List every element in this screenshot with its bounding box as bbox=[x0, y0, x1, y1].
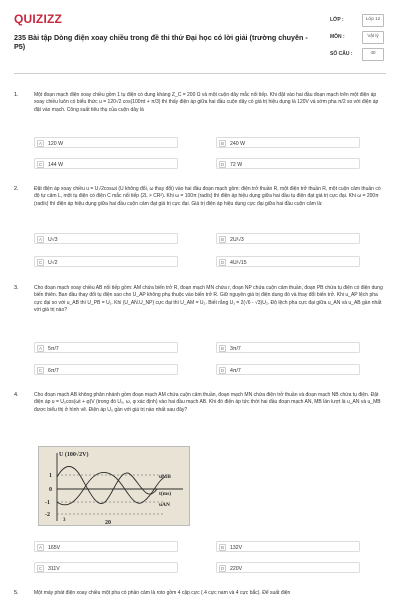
y-tick-0: 0 bbox=[49, 487, 52, 493]
option-text: 165V bbox=[48, 544, 61, 551]
question-text: Cho đoạn mạch xoay chiều AB nối tiếp gồm: AM chứa biến trở R, đoạn mạch MN chứa r, đoạn NP chứa cuộn cảm thuần, đoạn PB chứa tụ điện có điện dung biến thiên. Ban đầu thay đổi tụ điện sao cho U_AP không phụ thuộc vào biến trở R. Giữ nguyên giá trị điện dung đó và thay đổi biến trở. Khi u_AP lệch pha cực đại so với u_AB thì U_PB = U₁. Khi (U_AN.U_NP) cực đại thì U_AM = U₂. Biết rằng U₁ = 2(√6 - √3)U₂. Độ lệch pha cực đại giữa u_AN và u_AB gần nhất với giá trị nào? bbox=[34, 285, 383, 314]
option-d[interactable] bbox=[216, 158, 360, 169]
option-text: 120 W bbox=[48, 140, 63, 147]
option-letter: C bbox=[38, 367, 43, 373]
option-letter: B bbox=[220, 236, 224, 242]
question-number: 5. bbox=[14, 590, 19, 596]
meta-subject-label: MÔN : bbox=[330, 34, 345, 40]
option-text: U√3 bbox=[48, 236, 58, 243]
option-letter: B bbox=[220, 345, 224, 351]
label-umb: uMB bbox=[159, 474, 171, 480]
question-number: 1. bbox=[14, 92, 19, 98]
option-letter: C bbox=[38, 161, 43, 167]
y-axis-label: U (100√2V) bbox=[59, 452, 89, 458]
option-letter: C bbox=[38, 565, 43, 571]
label-uan: uAN bbox=[159, 502, 171, 508]
x-axis-label: t(ms) bbox=[159, 491, 172, 497]
option-letter: B bbox=[220, 140, 224, 146]
meta-class bbox=[330, 14, 386, 31]
y-extra-label: 3 bbox=[63, 518, 66, 523]
option-b[interactable] bbox=[216, 342, 360, 353]
option-b[interactable] bbox=[216, 233, 360, 244]
option-d[interactable] bbox=[216, 256, 360, 267]
option-text: 4U/√15 bbox=[230, 259, 247, 266]
x-tick-20: 20 bbox=[105, 520, 111, 526]
option-text: 4π/7 bbox=[230, 367, 241, 374]
option-text: 132V bbox=[230, 544, 243, 551]
meta-count-value: 40 bbox=[362, 48, 384, 61]
option-letter: B bbox=[220, 544, 224, 550]
quizizz-logo: QUIZIZZ bbox=[14, 12, 63, 26]
meta-subject-value: Vật lý bbox=[362, 31, 384, 44]
option-letter: D bbox=[220, 259, 225, 265]
option-d[interactable] bbox=[216, 364, 360, 375]
option-letter: D bbox=[220, 367, 225, 373]
option-a[interactable] bbox=[34, 137, 178, 148]
question-text: Cho đoạn mạch AB không phân nhánh gồm đoạn mạch AM chứa cuộn cảm thuần, đoạn mạch MN chứa điện trở thuần và đoạn mạch NB chứa tụ điện. Đặt điện áp u = U₀cos(ωt + φ)V (trong đó U₀, ω, φ xác định) vào hai đầu mạch AB. Khi đó điện áp tức thời hai đầu đoạn mạch AN, MB lần lượt là u_AN và u_MB được biểu thị ở hình vẽ. Điện áp U₀ gần với giá trị nào nhất sau đây? bbox=[34, 392, 381, 413]
option-d[interactable] bbox=[216, 562, 360, 573]
option-text: U√2 bbox=[48, 259, 58, 266]
meta-subject bbox=[330, 31, 386, 48]
option-a[interactable] bbox=[34, 541, 178, 552]
question-text: Một máy phát điện xoay chiều một pha có phần cảm là roto gồm 4 cặp cực (.4 cực nam và 4 cực bắc). Để suất điện bbox=[34, 590, 291, 596]
graph-svg bbox=[39, 447, 190, 526]
meta-class-value: Lớp 12 bbox=[362, 14, 384, 27]
option-text: 5π/7 bbox=[48, 345, 59, 352]
question-number: 2. bbox=[14, 186, 19, 192]
option-text: 220V bbox=[230, 565, 243, 572]
meta-count bbox=[330, 48, 386, 65]
question-text: Đặt điện áp xoay chiều u = U√2cosωt (U không đổi, ω thay đổi) vào hai đầu đoạn mạch gồm: điện trở thuần R, một điện trở thuần R, một cuộn cảm thuần có độ tự cảm L, một tụ điện có điện C mắc nối tiếp (2L > CR²). Khi ω = 100π (rad/s) thì điện áp hiệu dụng giữa hai đầu tụ điện đạt giá trị cực đại. Khi ω = 200π (rad/s) thì điện áp hiệu dụng giữa hai đầu cuộn cảm đạt giá trị cực đại. Giá trị điện áp hiệu dụng cực đại giữa hai đầu cuộn cảm là: bbox=[34, 186, 381, 207]
option-c[interactable] bbox=[34, 158, 178, 169]
option-letter: C bbox=[38, 259, 43, 265]
graph-figure bbox=[38, 446, 190, 526]
header-divider bbox=[14, 73, 386, 74]
option-text: 144 W bbox=[48, 161, 63, 168]
question-text: Một đoạn mạch điện xoay chiều gồm 1 tụ điện có dung kháng Z_C = 200 Ω và một cuộn dây mắc nối tiếp. Khi đặt vào hai đầu đoạn mạch trên một điện áp xoay chiều luôn có biểu thức u = 120√2 cos(100πt + π/3) thì thấy điện áp giữa hai đầu cuộn dây có giá trị hiệu dụng là 120V và sớm pha π/2 so với điện áp đặt vào mạch. Công suất tiêu thụ của cuộn dây là bbox=[34, 92, 379, 113]
option-letter: A bbox=[38, 544, 42, 550]
option-letter: A bbox=[38, 345, 42, 351]
option-letter: D bbox=[220, 565, 225, 571]
option-text: 72 W bbox=[230, 161, 243, 168]
question-number: 4. bbox=[14, 392, 19, 398]
option-letter: A bbox=[38, 140, 42, 146]
option-c[interactable] bbox=[34, 256, 178, 267]
option-text: 311V bbox=[48, 565, 60, 572]
option-letter: A bbox=[38, 236, 42, 242]
y-tick-minus-2: -2 bbox=[45, 512, 50, 518]
meta-count-label: SỐ CÂU : bbox=[330, 51, 353, 57]
y-tick-minus-1: -1 bbox=[45, 500, 50, 506]
option-text: 2U/√3 bbox=[230, 236, 244, 243]
curve-umb bbox=[57, 467, 157, 504]
page-header bbox=[14, 12, 386, 70]
option-text: 3π/7 bbox=[230, 345, 241, 352]
y-tick-1: 1 bbox=[49, 473, 52, 479]
option-c[interactable] bbox=[34, 562, 178, 573]
question-number: 3. bbox=[14, 285, 19, 291]
option-b[interactable] bbox=[216, 137, 360, 148]
option-a[interactable] bbox=[34, 233, 178, 244]
option-letter: D bbox=[220, 161, 225, 167]
option-text: 6π/7 bbox=[48, 367, 59, 374]
option-a[interactable] bbox=[34, 342, 178, 353]
option-text: 240 W bbox=[230, 140, 245, 147]
option-c[interactable] bbox=[34, 364, 178, 375]
meta-class-label: LỚP : bbox=[330, 17, 344, 23]
option-b[interactable] bbox=[216, 541, 360, 552]
meta-panel bbox=[330, 14, 386, 65]
page-title: 235 Bài tập Dòng điện xoay chiều trong đề thi thử Đại học có lời giải (trường chuyên - P5) bbox=[14, 33, 308, 51]
